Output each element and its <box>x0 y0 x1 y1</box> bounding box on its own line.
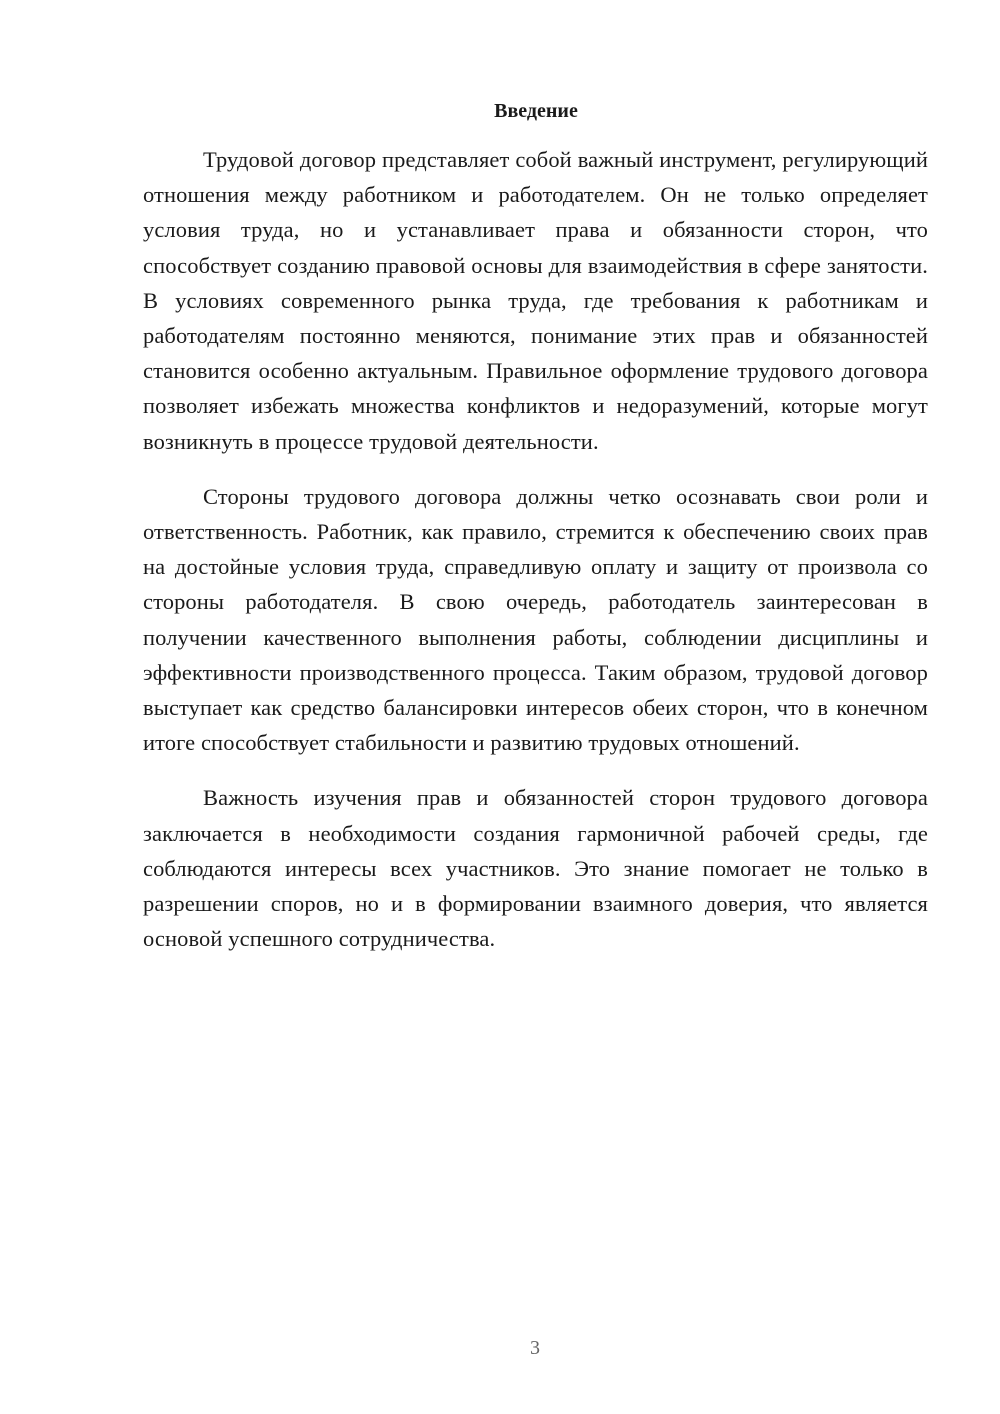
paragraph-2: Стороны трудового договора должны четко осознавать свои роли и ответственность. Работник, как правило, стремится к обеспечению своих прав на достойные условия труда, справедливую оплату и защиту от произвола со стороны работодателя. В свою очередь, работодатель заинтересован в получении качественного выполнения работы, соблюдении дисциплины и эффективности производственного процесса. Таким образом, трудовой договор выступает как средство балансировки интересов обеих сторон, что в конечном итоге способствует стабильности и развитию трудовых отношений. <box>143 483 928 756</box>
paragraph-1: Трудовой договор представляет собой важный инструмент, регулирующий отношения между работником и работодателем. Он не только определяет условия труда, но и устанавливает права и обязанности сторон, что способствует созданию правовой основы для взаимодействия в сфере занятости. В условиях современного рынка труда, где требования к работникам и работодателям постоянно меняются, понимание этих прав и обязанностей становится особенно актуальным. Правильное оформление трудового договора позволяет избежать множества конфликтов и недоразумений, которые могут возникнуть в процессе трудовой деятельности. <box>143 147 928 454</box>
document-body <box>143 142 928 976</box>
paragraph-3: Важность изучения прав и обязанностей сторон трудового договора заключается в необходимости создания гармоничной рабочей среды, где соблюдаются интересы всех участников. Это знание помогает не только в разрешении споров, но и в формировании взаимного доверия, что является основой успешного сотрудничества. <box>143 785 928 952</box>
page-title: Введение <box>494 100 578 122</box>
page-number: 3 <box>530 1337 540 1359</box>
